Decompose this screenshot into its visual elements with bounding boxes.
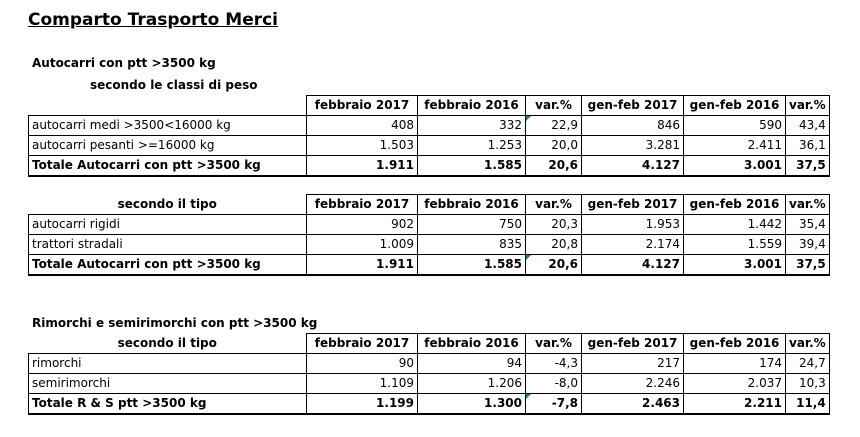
corner-label: secondo il tipo xyxy=(29,195,307,215)
table-row xyxy=(29,116,830,136)
table-row xyxy=(29,354,830,374)
value-cell: 1.503 xyxy=(307,136,418,156)
table-autocarri-tipo xyxy=(28,194,830,276)
row-label: rimorchi xyxy=(29,354,307,374)
section3-label: Rimorchi e semirimorchi con ptt >3500 kg xyxy=(32,316,318,330)
header-cell: gen-feb 2016 xyxy=(684,96,786,116)
value-cell: 22,9 xyxy=(526,116,582,136)
header-cell: gen-feb 2017 xyxy=(582,195,684,215)
value-cell: 2.174 xyxy=(582,235,684,255)
header-cell: gen-feb 2017 xyxy=(582,96,684,116)
value-cell: 174 xyxy=(684,354,786,374)
value-cell: 20,3 xyxy=(526,215,582,235)
page-title: Comparto Trasporto Merci xyxy=(28,10,279,30)
row-label: autocarri rigidi xyxy=(29,215,307,235)
value-cell: 39,4 xyxy=(786,235,830,255)
header-cell: febbraio 2017 xyxy=(307,195,418,215)
section1-label: Autocarri con ptt >3500 kg xyxy=(32,56,216,70)
total-row xyxy=(29,394,830,415)
table-row xyxy=(29,136,830,156)
row-label: semirimorchi xyxy=(29,374,307,394)
table-rimorchi xyxy=(28,333,830,415)
corner-label: secondo il tipo xyxy=(29,334,307,354)
value-cell: 1.253 xyxy=(418,136,526,156)
table-header-row xyxy=(29,334,830,354)
corner-cell xyxy=(29,96,307,116)
header-cell: febbraio 2017 xyxy=(307,334,418,354)
header-cell: gen-feb 2016 xyxy=(684,334,786,354)
row-label: trattori stradali xyxy=(29,235,307,255)
value-cell: 20,8 xyxy=(526,235,582,255)
value-cell: 4.127 xyxy=(582,156,684,177)
value-cell: 2.246 xyxy=(582,374,684,394)
header-cell: var.% xyxy=(526,195,582,215)
value-cell: 3.281 xyxy=(582,136,684,156)
value-cell: 835 xyxy=(418,235,526,255)
table-row xyxy=(29,374,830,394)
value-cell: 846 xyxy=(582,116,684,136)
value-cell: 902 xyxy=(307,215,418,235)
header-cell: var.% xyxy=(786,195,830,215)
value-cell: -8,0 xyxy=(526,374,582,394)
value-cell: 1.300 xyxy=(418,394,526,415)
total-row xyxy=(29,255,830,276)
value-cell: 1.199 xyxy=(307,394,418,415)
row-label: autocarri medi >3500<16000 kg xyxy=(29,116,307,136)
value-cell: 1.559 xyxy=(684,235,786,255)
value-cell: 590 xyxy=(684,116,786,136)
header-cell: var.% xyxy=(526,334,582,354)
table-header-row xyxy=(29,96,830,116)
value-cell: 3.001 xyxy=(684,156,786,177)
value-cell: 3.001 xyxy=(684,255,786,276)
value-cell: 217 xyxy=(582,354,684,374)
value-cell: 37,5 xyxy=(786,255,830,276)
row-label: Totale Autocarri con ptt >3500 kg xyxy=(29,156,307,177)
row-label: Totale R & S ptt >3500 kg xyxy=(29,394,307,415)
value-cell: 20,0 xyxy=(526,136,582,156)
value-cell: 36,1 xyxy=(786,136,830,156)
value-cell: 332 xyxy=(418,116,526,136)
header-cell: var.% xyxy=(786,334,830,354)
header-cell: febbraio 2017 xyxy=(307,96,418,116)
row-label: Totale Autocarri con ptt >3500 kg xyxy=(29,255,307,276)
value-cell: 90 xyxy=(307,354,418,374)
header-cell: gen-feb 2017 xyxy=(582,334,684,354)
value-cell: -4,3 xyxy=(526,354,582,374)
value-cell: 1.585 xyxy=(418,156,526,177)
total-row xyxy=(29,156,830,177)
value-cell: 1.206 xyxy=(418,374,526,394)
row-label: autocarri pesanti >=16000 kg xyxy=(29,136,307,156)
value-cell: 24,7 xyxy=(786,354,830,374)
table-header-row xyxy=(29,195,830,215)
header-cell: febbraio 2016 xyxy=(418,334,526,354)
header-cell: febbraio 2016 xyxy=(418,96,526,116)
header-cell: gen-feb 2016 xyxy=(684,195,786,215)
value-cell: 35,4 xyxy=(786,215,830,235)
value-cell: 11,4 xyxy=(786,394,830,415)
value-cell: 37,5 xyxy=(786,156,830,177)
value-cell: 4.127 xyxy=(582,255,684,276)
header-cell: var.% xyxy=(786,96,830,116)
table-row xyxy=(29,215,830,235)
value-cell: 43,4 xyxy=(786,116,830,136)
value-cell: 1.911 xyxy=(307,156,418,177)
value-cell: -7,8 xyxy=(526,394,582,415)
header-cell: febbraio 2016 xyxy=(418,195,526,215)
value-cell: 1.911 xyxy=(307,255,418,276)
value-cell: 94 xyxy=(418,354,526,374)
table-row xyxy=(29,235,830,255)
section1-sublabel: secondo le classi di peso xyxy=(90,78,258,92)
value-cell: 2.037 xyxy=(684,374,786,394)
value-cell: 1.953 xyxy=(582,215,684,235)
value-cell: 1.109 xyxy=(307,374,418,394)
value-cell: 20,6 xyxy=(526,156,582,177)
value-cell: 408 xyxy=(307,116,418,136)
value-cell: 2.411 xyxy=(684,136,786,156)
value-cell: 750 xyxy=(418,215,526,235)
value-cell: 1.009 xyxy=(307,235,418,255)
value-cell: 2.463 xyxy=(582,394,684,415)
value-cell: 2.211 xyxy=(684,394,786,415)
value-cell: 20,6 xyxy=(526,255,582,276)
header-cell: var.% xyxy=(526,96,582,116)
value-cell: 1.442 xyxy=(684,215,786,235)
value-cell: 10,3 xyxy=(786,374,830,394)
value-cell: 1.585 xyxy=(418,255,526,276)
table-autocarri-peso xyxy=(28,95,830,177)
